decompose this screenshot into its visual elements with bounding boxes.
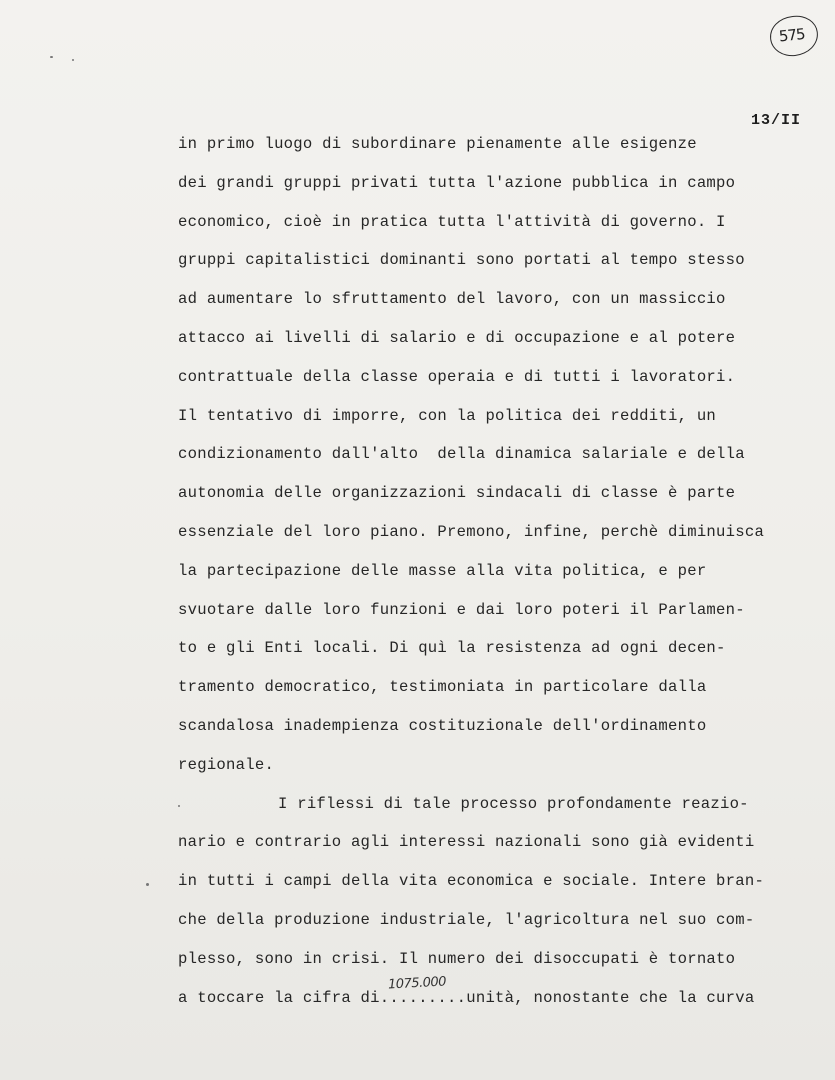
text-line: svuotare dalle loro funzioni e dai loro poteri il Parlamen-: [178, 600, 745, 619]
text-line: in primo luogo di subordinare pienamente alle esigenze: [178, 135, 697, 153]
text-line: scandalosa inadempienza costituzionale dell'ordinamento: [178, 716, 707, 735]
text-line: I riflessi di tale processo profondamente reazio-: [278, 794, 749, 813]
text-line: contrattuale della classe operaia e di tutti i lavoratori.: [178, 367, 736, 386]
text-line: gruppi capitalistici dominanti sono portati al tempo stesso: [178, 251, 745, 270]
text-line: in tutti i campi della vita economica e sociale. Intere bran-: [178, 872, 765, 891]
text-line: nario e contrario agli interessi nazionali sono già evidenti: [178, 833, 755, 852]
text-line: condizionamento dall'alto della dinamica salariale e della: [178, 445, 745, 464]
text-line: to e gli Enti locali. Di quì la resistenza ad ogni decen-: [178, 639, 726, 658]
archive-stamp: [768, 14, 820, 59]
text-line: a toccare la cifra di.........unità, nonostante che la curva: [178, 988, 755, 1007]
text-line: regionale.: [178, 755, 275, 774]
text-line: essenziale del loro piano. Premono, infine, perchè diminuisca: [178, 522, 765, 541]
text-line: la partecipazione delle masse alla vita politica, e per: [178, 561, 707, 580]
paper-speck: [50, 56, 53, 58]
text-line: dei grandi gruppi privati tutta l'azione pubblica in campo: [178, 173, 736, 192]
text-line: tramento democratico, testimoniata in particolare dalla: [178, 678, 707, 697]
stamp-number: 575: [778, 24, 806, 46]
paper-speck: [72, 59, 74, 61]
text-line: ad aumentare lo sfruttamento del lavoro, con un massiccio: [178, 290, 726, 309]
text-line: economico, cioè in pratica tutta l'attività di governo. I: [178, 212, 726, 231]
page-number: 13/II: [751, 112, 802, 129]
handwritten-annotation: 1075.000: [387, 974, 447, 993]
text-line: che della produzione industriale, l'agricoltura nel suo com-: [178, 910, 755, 929]
typewritten-body: [178, 133, 798, 1025]
text-line: autonomia delle organizzazioni sindacali di classe è parte: [178, 484, 736, 503]
paper-speck: [146, 883, 149, 886]
text-line: attacco ai livelli di salario e di occupazione e al potere: [178, 328, 736, 347]
text-line: Il tentativo di imporre, con la politica dei redditi, un: [178, 406, 717, 425]
text-line: plesso, sono in crisi. Il numero dei disoccupati è tornato: [178, 949, 736, 968]
